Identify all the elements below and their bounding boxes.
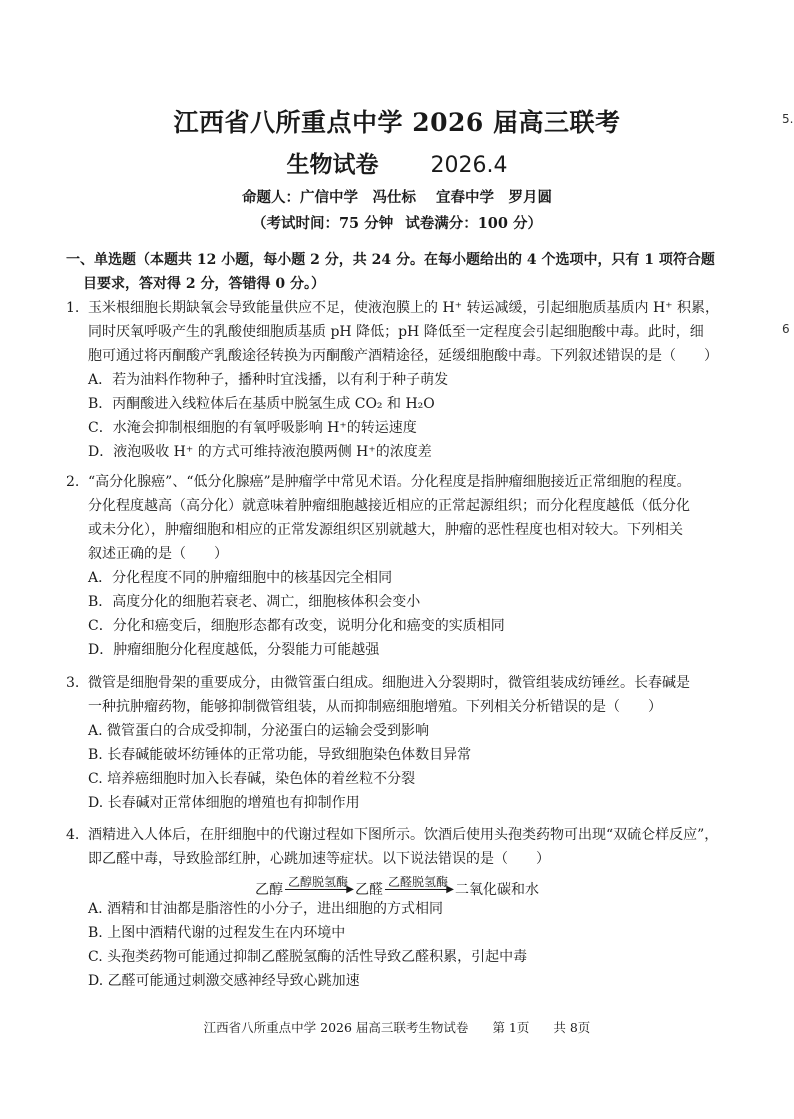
section-line-2: 目要求，答对得 2 分，答错得 0 分。） — [83, 276, 325, 292]
full-score: 试卷满分：100 分） — [405, 215, 543, 232]
exam-time: （考试时间：75 分钟 — [251, 215, 394, 232]
arrow-head-icon: ▶ — [346, 884, 354, 895]
option-d: D. 长春碱对正常体细胞的增殖也有抑制作用 — [88, 795, 360, 811]
footer-total-pages: 共 8页 — [553, 1020, 591, 1035]
question-text-line: 胞可通过将丙酮酸产乳酸途径转换为丙酮酸产酒精途径，延缓细胞酸中毒。下列叙述错误的是（ ） — [88, 348, 718, 364]
question-text-line: 酒精进入人体后，在肝细胞中的代谢过程如下图所示。饮酒后使用头孢类药物可出现“双硫仑样反应”， — [88, 827, 719, 843]
option-b: B．丙酮酸进入线粒体后在基质中脱氢生成 CO₂ 和 H₂O — [88, 396, 435, 412]
section-heading — [66, 248, 726, 296]
question-number: 2. — [66, 474, 80, 490]
option-a: A. 微管蛋白的合成受抑制，分泌蛋白的运输会受到影响 — [88, 723, 430, 739]
question-number: 4. — [66, 827, 80, 843]
page-footer — [0, 1018, 794, 1036]
author-2: 宜春中学 罗月圆 — [436, 189, 552, 206]
question-3 — [66, 671, 726, 815]
enzyme-label-2: 乙醛脱氢酶 — [387, 875, 448, 889]
option-b: B. 长春碱能破坏纺锤体的正常功能，导致细胞染色体数目异常 — [88, 747, 472, 763]
option-d: D．液泡吸收 H⁺ 的方式可维持液泡膜两侧 H⁺的浓度差 — [88, 444, 432, 460]
footer-page-number: 第 1页 — [492, 1020, 530, 1035]
option-a: A．若为油料作物种子，播种时宜浅播，以有利于种子萌发 — [88, 372, 449, 388]
question-2 — [66, 470, 726, 662]
footer-doc-title: 江西省八所重点中学 2026 届高三联考生物试卷 — [203, 1020, 469, 1035]
option-b: B. 上图中酒精代谢的过程发生在内环境中 — [88, 925, 346, 941]
author-1: 命题人：广信中学 冯仕标 — [242, 189, 416, 206]
question-1 — [66, 296, 726, 464]
question-4 — [66, 823, 726, 871]
question-number: 1. — [66, 300, 80, 316]
section-line-1: 一、单选题（本题共 12 小题，每小题 2 分，共 24 分。在每小题给出的 4 个选项中，只有 1 项符合题 — [66, 252, 715, 268]
enzyme-label-1: 乙醇脱氢酶 — [287, 875, 348, 889]
arrow-head-icon: ▶ — [446, 884, 454, 895]
pathway-arrow-2 — [385, 873, 454, 895]
authors-line — [0, 186, 794, 207]
exam-info — [0, 212, 794, 233]
margin-mark-5: 5. — [782, 112, 794, 126]
question-text-line: 或未分化），肿瘤细胞和相应的正常发源组织区别就越大，肿瘤的恶性程度也相对较大。下列相关 — [88, 522, 683, 538]
option-c: C. 培养癌细胞时加入长春碱，染色体的着丝粒不分裂 — [88, 771, 416, 787]
question-text-line: “高分化腺癌”、“低分化腺癌”是肿瘤学中常见术语。分化程度是指肿瘤细胞接近正常细胞的程度。 — [88, 474, 691, 490]
option-b: B．高度分化的细胞若衰老、凋亡，细胞核体积会变小 — [88, 594, 421, 610]
page-title: 江西省八所重点中学 2026 届高三联考 — [173, 108, 621, 137]
option-a: A．分化程度不同的肿瘤细胞中的核基因完全相同 — [88, 570, 393, 586]
pathway-middle: 乙醛 — [355, 882, 383, 898]
exam-date: 2026.4 — [430, 153, 508, 178]
pathway-end: 二氧化碳和水 — [455, 882, 539, 898]
question-text-line: 一种抗肿瘤药物，能够抑制微管组装，从而抑制癌细胞增殖。下列相关分析错误的是（ ） — [88, 699, 662, 715]
subject-name: 生物试卷 — [286, 151, 379, 178]
option-c: C．水淹会抑制根细胞的有氧呼吸影响 H⁺的转运速度 — [88, 420, 417, 436]
option-a: A. 酒精和甘油都是脂溶性的小分子，进出细胞的方式相同 — [88, 901, 444, 917]
question-text-line: 微管是细胞骨架的重要成分，由微管蛋白组成。细胞进入分裂期时，微管组装成纺锤丝。长春碱是 — [88, 675, 690, 691]
question-text-line: 同时厌氧呼吸产生的乳酸使细胞质基质 pH 降低；pH 降低至一定程度会引起细胞酸中毒。此时，细 — [88, 324, 704, 340]
question-text-line: 叙述正确的是（ ） — [88, 546, 228, 562]
option-c: C. 头孢类药物可能通过抑制乙醛脱氢酶的活性导致乙醛积累，引起中毒 — [88, 949, 528, 965]
question-4-options — [66, 897, 726, 993]
question-number: 3. — [66, 675, 80, 691]
subject-line — [0, 146, 794, 179]
pathway-arrow-1 — [285, 873, 354, 895]
pathway-start: 乙醇 — [255, 882, 283, 898]
option-d: D. 乙醛可能通过刺激交感神经导致心跳加速 — [88, 973, 360, 989]
question-text-line: 分化程度越高（高分化）就意味着肿瘤细胞越接近相应的正常起源组织；而分化程度越低（低分化 — [88, 498, 690, 514]
option-d: D．肿瘤细胞分化程度越低，分裂能力可能越强 — [88, 642, 380, 658]
question-text-line: 玉米根细胞长期缺氧会导致能量供应不足，使液泡膜上的 H⁺ 转运减缓，引起细胞质基质内 H⁺ 积累， — [88, 300, 719, 316]
margin-mark-6: 6 — [782, 322, 790, 336]
question-text-line: 即乙醛中毒，导致脸部红肿，心跳加速等症状。以下说法错误的是（ ） — [88, 851, 550, 867]
ethanol-metabolism-pathway — [255, 873, 555, 899]
option-c: C．分化和癌变后，细胞形态都有改变，说明分化和癌变的实质相同 — [88, 618, 505, 634]
